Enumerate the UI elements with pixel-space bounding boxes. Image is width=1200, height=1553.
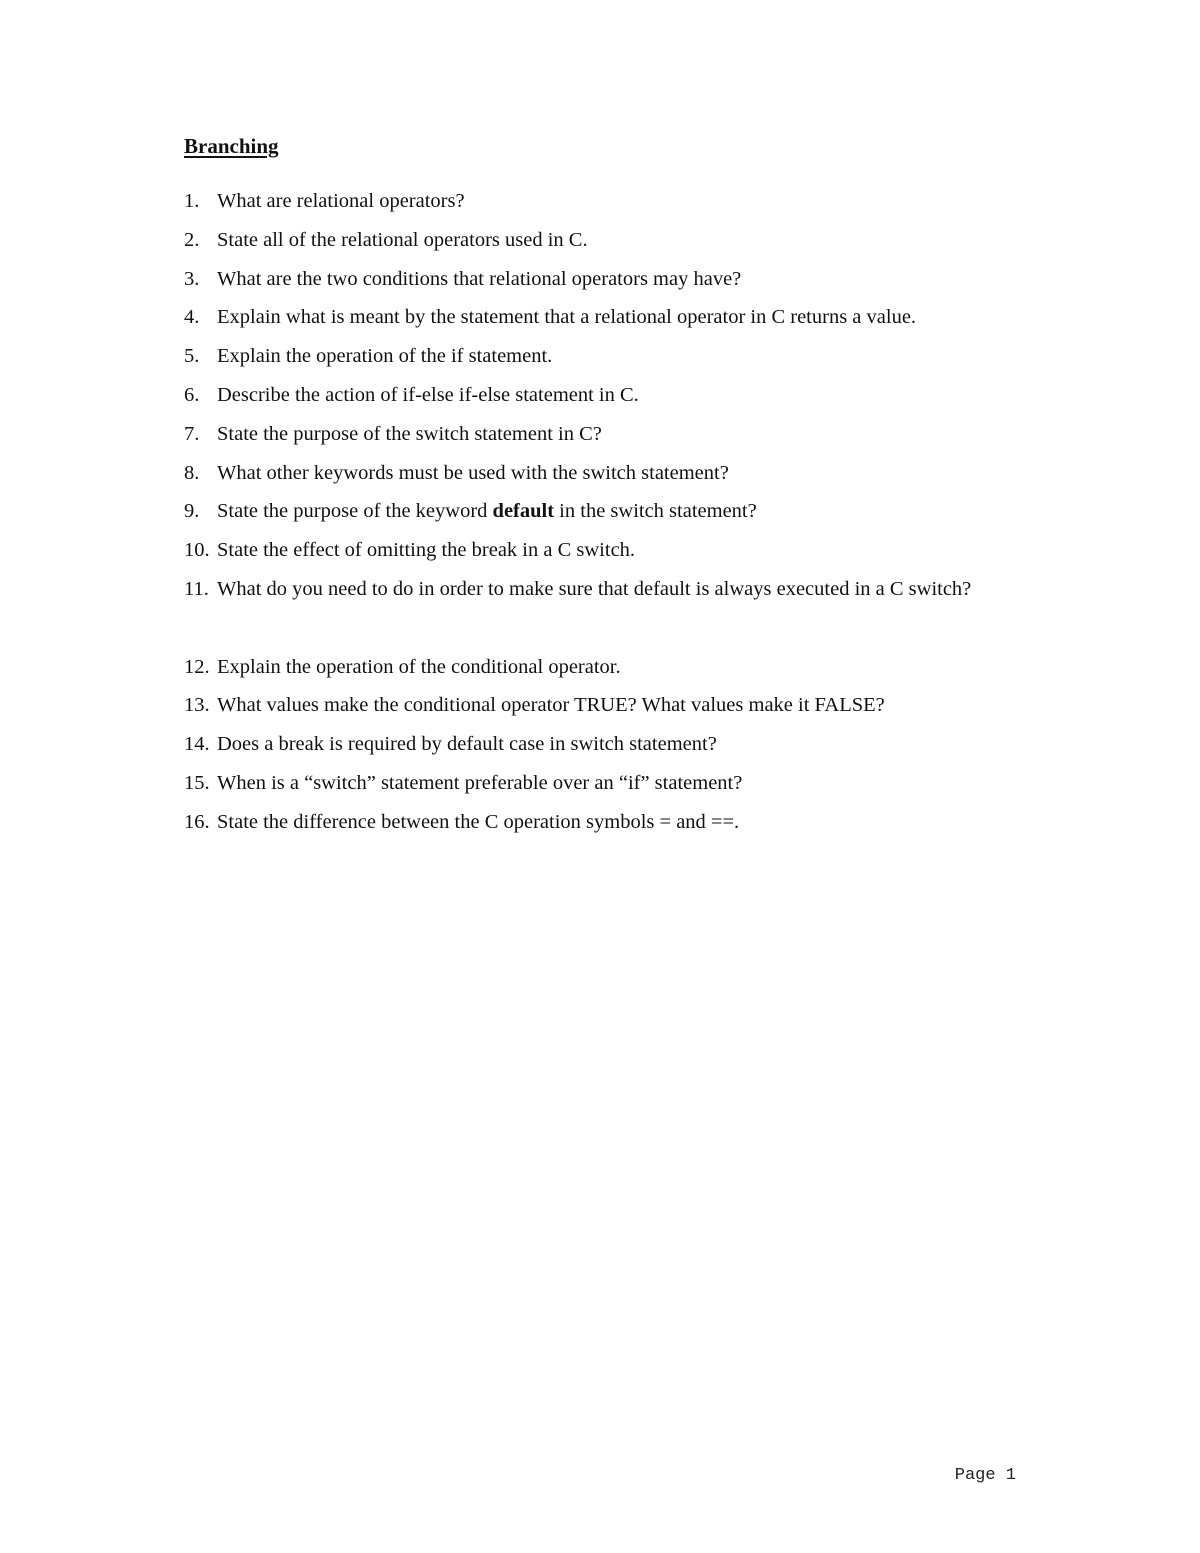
question-text: What other keywords must be used with the switch statement? <box>217 461 729 484</box>
section-title: Branching <box>184 134 279 158</box>
question-number: 16. <box>184 810 210 833</box>
question-text: What are relational operators? <box>217 190 465 212</box>
question-text: When is a “switch” statement preferable over an “if” statement? <box>217 771 743 794</box>
question-number: 12. <box>184 655 210 678</box>
question-text: State the purpose of the switch statement in C? <box>217 422 602 445</box>
question-number: 6. <box>184 383 200 406</box>
question-text-before: State the purpose of the keyword <box>217 500 493 523</box>
question-item <box>184 803 1018 842</box>
question-number: 8. <box>184 461 200 484</box>
question-text: Explain what is meant by the statement that a relational operator in C returns a value. <box>217 306 917 329</box>
question-text: State all of the relational operators used in C. <box>217 228 588 251</box>
question-item <box>184 337 1018 376</box>
question-list <box>184 182 1018 842</box>
question-number: 9. <box>184 500 200 523</box>
question-text: Does a break is required by default case in switch statement? <box>217 733 717 756</box>
question-item <box>184 648 1018 687</box>
question-item <box>184 221 1018 260</box>
question-text: Describe the action of if-else if-else statement in C. <box>217 383 639 406</box>
question-item <box>184 260 1018 299</box>
question-item <box>184 764 1018 803</box>
question-text: State the effect of omitting the break in a C switch. <box>217 539 636 562</box>
question-item <box>184 182 1018 221</box>
question-number: 4. <box>184 306 200 329</box>
question-number: 3. <box>184 267 200 290</box>
question-number: 14. <box>184 733 210 756</box>
question-item <box>184 415 1018 454</box>
question-text: Explain the operation of the conditional operator. <box>217 655 621 678</box>
question-item <box>184 725 1018 764</box>
question-number: 7. <box>184 422 200 445</box>
question-number: 13. <box>184 694 210 717</box>
question-text: What are the two conditions that relational operators may have? <box>217 267 742 290</box>
question-item <box>184 570 1018 648</box>
question-item <box>184 454 1018 493</box>
question-item <box>184 298 1018 337</box>
question-text-after: in the switch statement? <box>554 500 757 523</box>
question-item <box>184 531 1018 570</box>
question-text: Explain the operation of the if statement. <box>217 345 553 368</box>
question-number: 1. <box>184 190 200 212</box>
question-number: 5. <box>184 345 200 368</box>
question-item <box>184 376 1018 415</box>
question-text: What do you need to do in order to make sure that default is always executed in a C switch? <box>217 577 972 600</box>
question-text: What values make the conditional operator TRUE? What values make it FALSE? <box>217 694 885 717</box>
page-number: Page 1 <box>954 1466 1016 1485</box>
keyword-default: default <box>492 500 555 523</box>
question-number: 2. <box>184 228 200 251</box>
question-number: 11. <box>184 577 209 600</box>
question-number: 15. <box>184 771 210 794</box>
question-number: 10. <box>184 539 210 562</box>
question-text: State the difference between the C operation symbols = and ==. <box>217 810 740 833</box>
question-item <box>184 492 1018 531</box>
question-text <box>217 492 1018 531</box>
question-item <box>184 686 1018 725</box>
